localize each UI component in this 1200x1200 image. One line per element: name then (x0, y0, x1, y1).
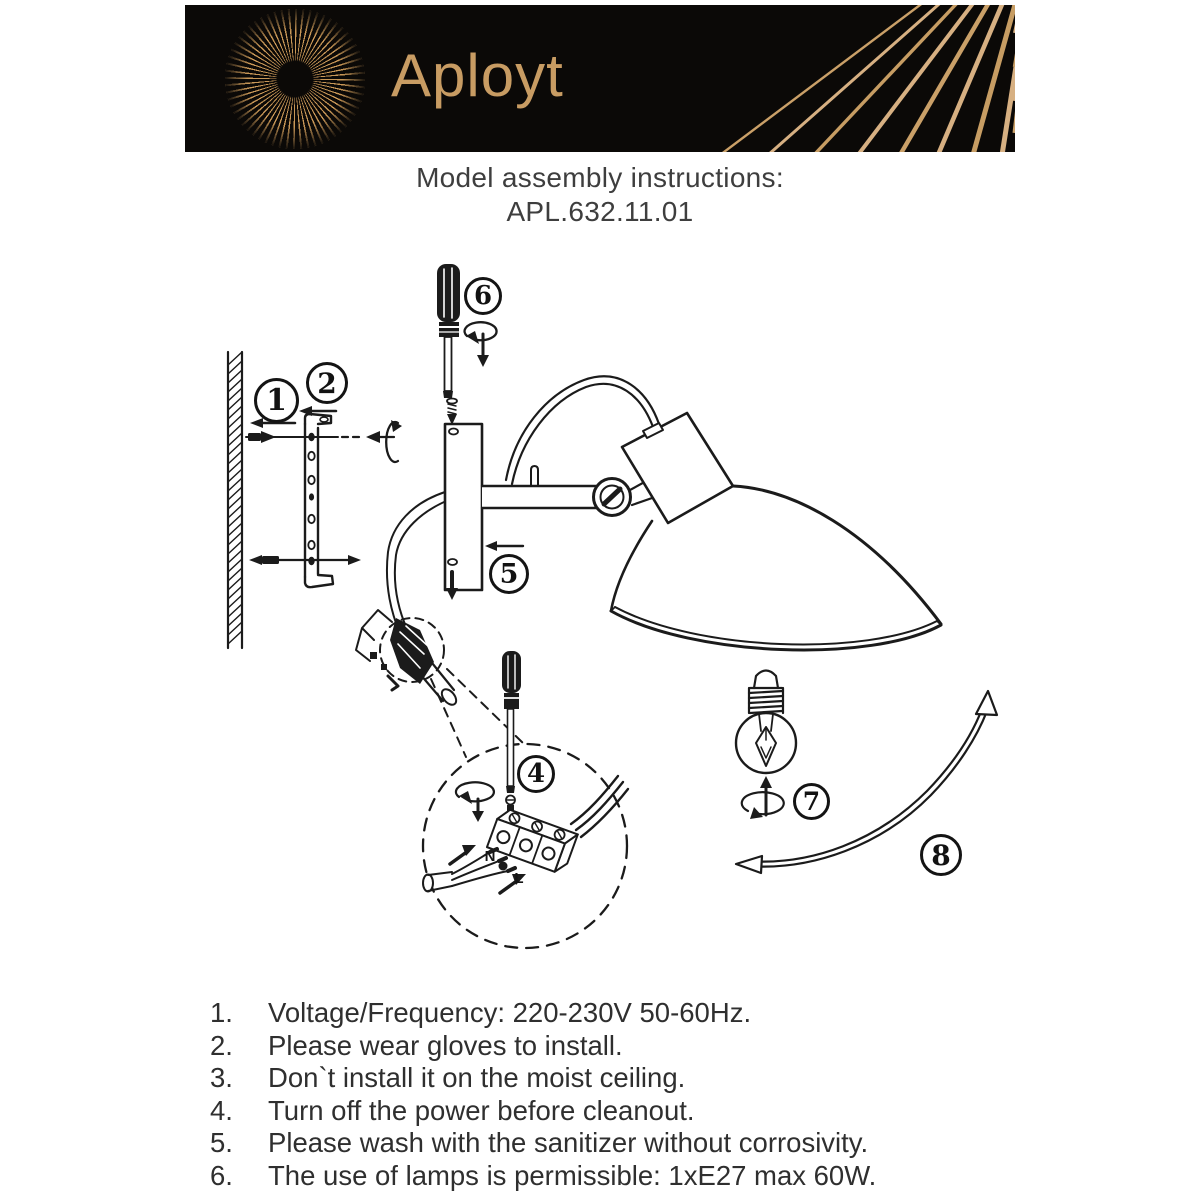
step-1-badge: 1 (254, 378, 299, 423)
brand-name: Aployt (391, 41, 564, 109)
plate-screw-top (447, 399, 457, 426)
item-text: Don`t install it on the moist ceiling. (268, 1062, 686, 1094)
lamp-head (611, 413, 941, 650)
pivot-knob (594, 479, 631, 516)
decorative-rays-icon (690, 5, 1015, 152)
screwdriver-icon (437, 264, 460, 398)
assembly-diagram (185, 250, 1015, 980)
starburst-logo-icon (225, 9, 365, 149)
upper-wall-screw (246, 420, 402, 462)
step-8-badge: 8 (920, 834, 962, 876)
live-label: L (514, 870, 524, 887)
step-4-badge: 4 (517, 755, 555, 793)
document-title (0, 161, 1200, 229)
earth-dot-icon (499, 862, 508, 871)
list-item (210, 1030, 876, 1063)
item-number: 5. (210, 1127, 233, 1159)
mounting-bracket (305, 414, 333, 587)
step-7-badge: 7 (793, 783, 830, 820)
step-5-badge: 5 (489, 554, 529, 594)
plate-wire (387, 492, 451, 634)
list-item (210, 997, 876, 1030)
list-item (210, 1062, 876, 1095)
item-text: The use of lamps is permissible: 1xE27 max 60W. (268, 1159, 877, 1191)
neutral-label: N (484, 848, 496, 865)
title-line-1: Model assembly instructions: (416, 162, 784, 193)
item-number: 4. (210, 1094, 233, 1126)
list-item (210, 1127, 876, 1160)
list-item (210, 1160, 876, 1193)
brand-banner (185, 5, 1015, 152)
rotate-icon-top (465, 322, 497, 367)
model-number: APL.632.11.01 (506, 196, 694, 227)
bulb-icon (736, 671, 796, 774)
instructions-list (210, 997, 876, 1193)
item-number: 1. (210, 997, 233, 1028)
list-item (210, 1095, 876, 1128)
rotate-icon-bulb (742, 776, 784, 819)
item-text: Turn off the power before cleanout. (268, 1094, 695, 1126)
socket-assembly (356, 610, 525, 757)
item-text: Please wash with the sanitizer without corrosivity. (268, 1127, 869, 1159)
item-number: 2. (210, 1029, 233, 1061)
step-2-badge: 2 (306, 362, 348, 404)
step-6-badge: 6 (464, 277, 502, 315)
item-text: Please wear gloves to install. (268, 1029, 623, 1061)
item-number: 6. (210, 1159, 233, 1191)
item-number: 3. (210, 1062, 233, 1094)
wall (228, 352, 242, 648)
item-text: Voltage/Frequency: 220-230V 50-60Hz. (268, 997, 752, 1028)
